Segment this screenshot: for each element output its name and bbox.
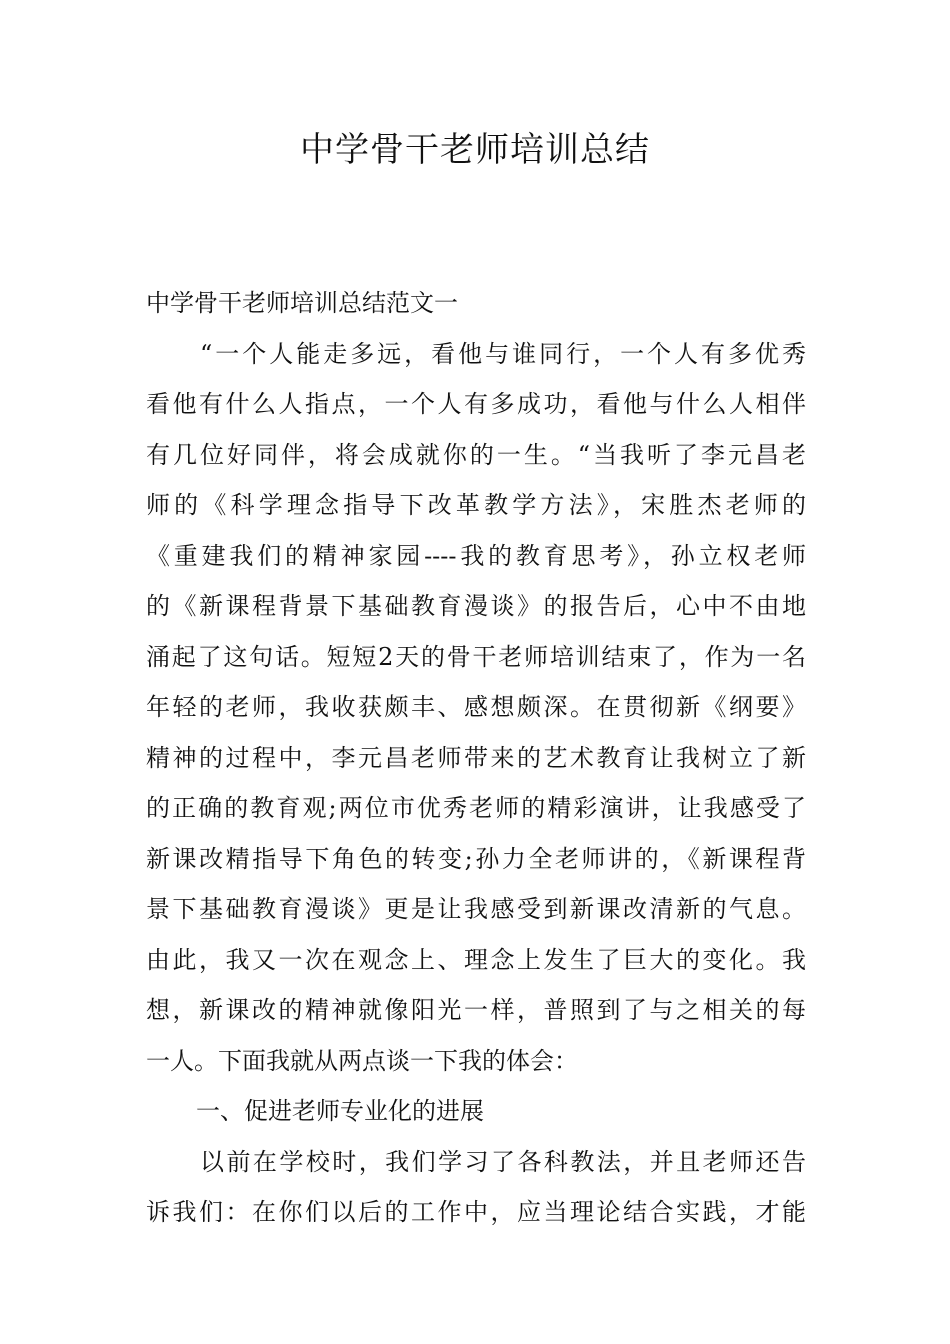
paragraph-line: 《重建我们的精神家园----我的教育思考》，孙立权老师 <box>146 541 806 570</box>
paragraph-line: 涌起了这句话。短短2天的骨干老师培训结束了，作为一名 <box>146 642 806 671</box>
paragraph-line: 精神的过程中，李元昌老师带来的艺术教育让我树立了新 <box>146 743 806 772</box>
paragraph-line: 景下基础教育漫谈》更是让我感受到新课改清新的气息。 <box>146 895 806 923</box>
paragraph-line: 诉我们：在你们以后的工作中，应当理论结合实践，才能 <box>146 1198 806 1226</box>
section-heading: 一、促进老师专业化的进展 <box>196 1097 484 1125</box>
document-subtitle: 中学骨干老师培训总结范文一 <box>146 289 458 317</box>
document-body <box>146 278 806 1238</box>
paragraph-line: 的《新课程背景下基础教育漫谈》的报告后，心中不由地 <box>146 592 806 620</box>
paragraph-line: 的正确的教育观;两位市优秀老师的精彩演讲，让我感受了 <box>146 794 806 822</box>
paragraph-line: 新课改精指导下角色的转变;孙力全老师讲的，《新课程背 <box>146 844 806 873</box>
paragraph-line: 年轻的老师，我收获颇丰、感想颇深。在贯彻新《纲要》 <box>146 693 806 721</box>
paragraph-line: 师的《科学理念指导下改革教学方法》，宋胜杰老师的 <box>146 491 806 519</box>
paragraph-line: 有几位好同伴，将会成就你的一生。“当我听了李元昌老 <box>146 440 806 469</box>
paragraph-line: 由此，我又一次在观念上、理念上发生了巨大的变化。我 <box>146 945 806 974</box>
paragraph-line: 想，新课改的精神就像阳光一样，普照到了与之相关的每 <box>146 996 806 1024</box>
paragraph-line: “一个人能走多远，看他与谁同行，一个人有多优秀 <box>200 339 806 368</box>
document-title: 中学骨干老师培训总结 <box>300 130 650 170</box>
paragraph-line: 一人。下面我就从两点谈一下我的体会： <box>146 1046 578 1075</box>
paragraph-line: 以前在学校时，我们学习了各科教法，并且老师还告 <box>200 1147 806 1176</box>
paragraph-line: 看他有什么人指点，一个人有多成功，看他与什么人相伴 <box>146 390 806 418</box>
